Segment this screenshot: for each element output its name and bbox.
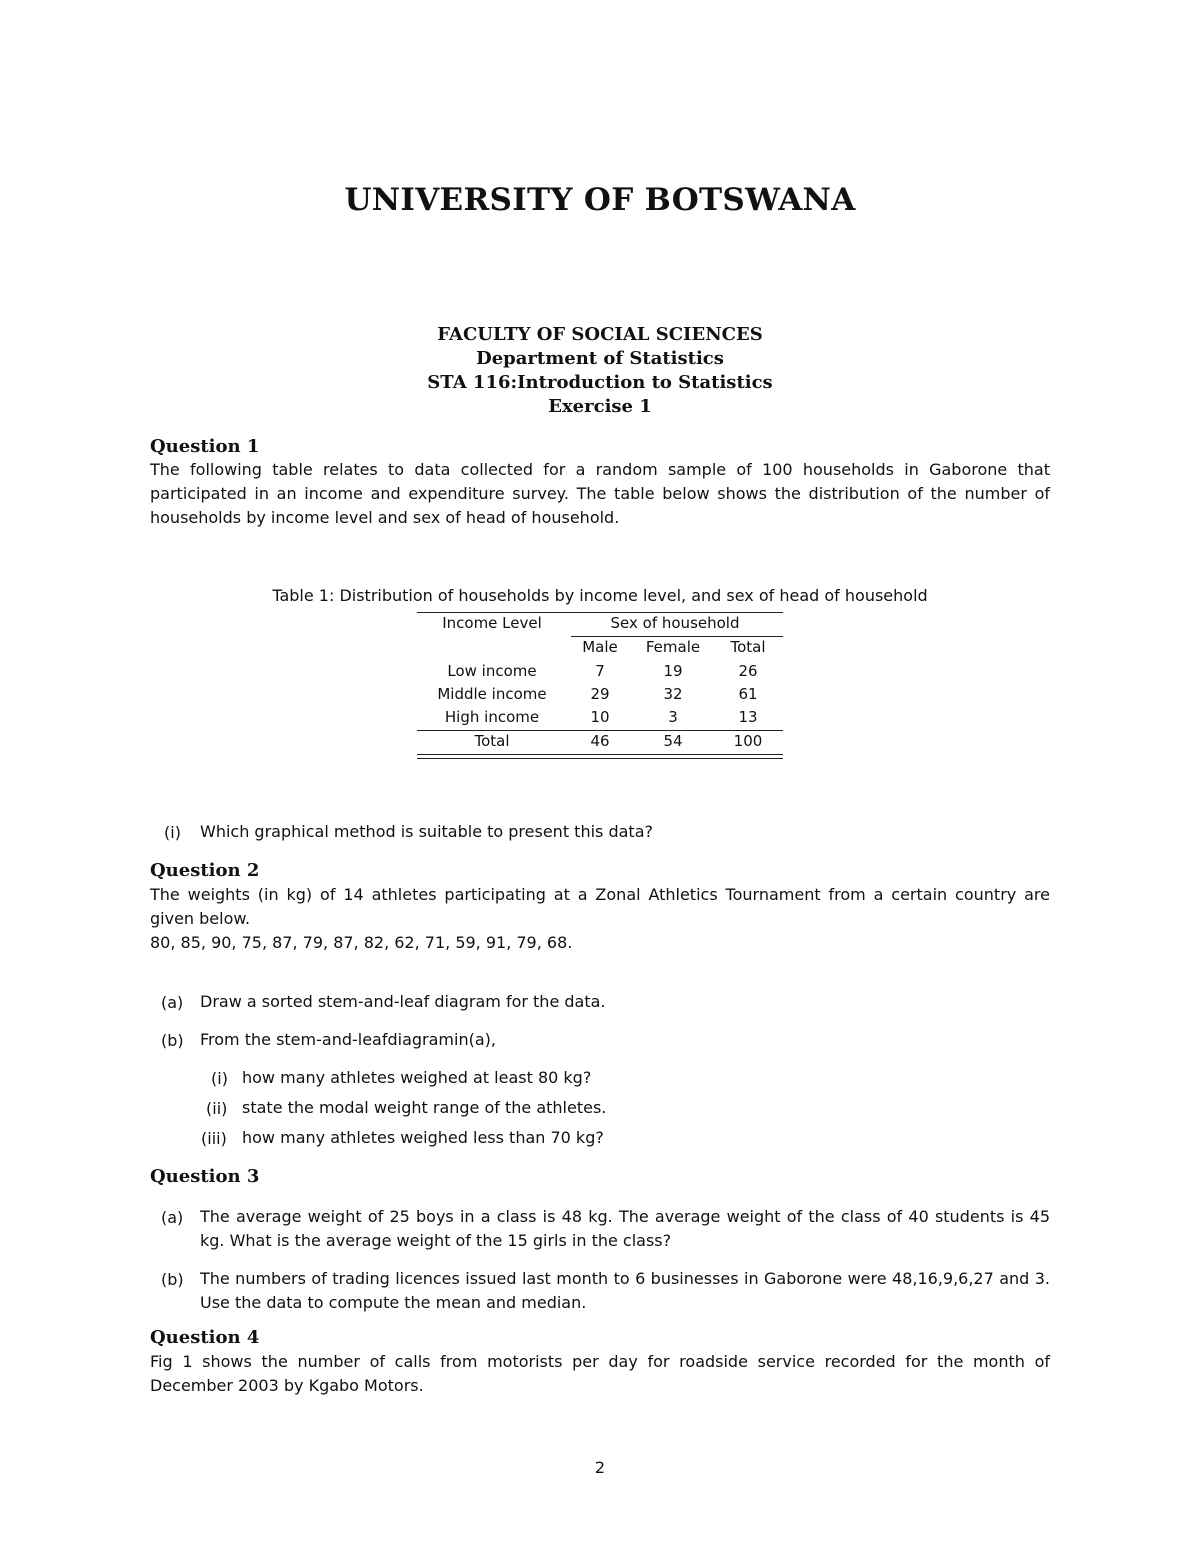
row-high-income-male: 10 bbox=[590, 708, 610, 726]
header-female: Female bbox=[645, 638, 701, 656]
table-top-rule bbox=[417, 612, 783, 613]
q1-part-i-label: (i) bbox=[164, 823, 181, 842]
row-middle-income-female: 32 bbox=[663, 685, 683, 703]
table-bottom-rule-2 bbox=[417, 758, 783, 759]
row-total-total: 100 bbox=[733, 732, 763, 750]
header-sub-rule bbox=[571, 636, 783, 637]
question-1-heading: Question 1 bbox=[150, 436, 260, 457]
page-number: 2 bbox=[594, 1458, 606, 1477]
q2-b-sub-iii-label: (iii) bbox=[201, 1129, 227, 1148]
university-title: UNIVERSITY OF BOTSWANA bbox=[344, 182, 856, 218]
row-low-income-label: Low income bbox=[447, 662, 537, 680]
q2-b-sub-ii-label: (ii) bbox=[206, 1099, 228, 1118]
q2-part-a-text: Draw a sorted stem-and-leaf diagram for the data. bbox=[200, 992, 606, 1011]
question-2-data: 80, 85, 90, 75, 87, 79, 87, 82, 62, 71, 59, 91, 79, 68. bbox=[150, 933, 573, 952]
row-middle-income-male: 29 bbox=[590, 685, 610, 703]
q3-part-a-label: (a) bbox=[161, 1208, 184, 1227]
q2-part-a-label: (a) bbox=[161, 993, 184, 1012]
row-low-income-male: 7 bbox=[595, 662, 605, 680]
row-total-label: Total bbox=[474, 732, 510, 750]
header-income-level: Income Level bbox=[442, 614, 542, 632]
row-middle-income-total: 61 bbox=[738, 685, 758, 703]
department-heading: Department of Statistics bbox=[476, 348, 724, 369]
question-4-text: Fig 1 shows the number of calls from motorists per day for roadside service recorded for the month of December 2003 by Kgabo Motors. bbox=[150, 1352, 1050, 1395]
row-low-income-female: 19 bbox=[663, 662, 683, 680]
q3-part-b-text: The numbers of trading licences issued last month to 6 businesses in Gaborone were 48,16,9,6,27 and 3. Use the data to compute the mean and median. bbox=[200, 1269, 1050, 1312]
row-middle-income-label: Middle income bbox=[437, 685, 547, 703]
faculty-heading: FACULTY OF SOCIAL SCIENCES bbox=[437, 324, 763, 345]
q2-part-b-label: (b) bbox=[161, 1031, 184, 1050]
course-heading: STA 116:Introduction to Statistics bbox=[427, 372, 773, 393]
question-1-text: The following table relates to data collected for a random sample of 100 households in Gaborone that participated in an income and expenditure survey. The table below shows the distribution of the number of households by income level and sex of head of household. bbox=[150, 460, 1050, 527]
q2-b-sub-i-text: how many athletes weighed at least 80 kg? bbox=[242, 1068, 592, 1087]
row-high-income-female: 3 bbox=[668, 708, 678, 726]
exercise-heading: Exercise 1 bbox=[548, 396, 652, 417]
q3-part-a-text: The average weight of 25 boys in a class is 48 kg. The average weight of the class of 40 students is 45 kg. What is the average weight of the 15 girls in the class? bbox=[200, 1207, 1050, 1250]
row-low-income-total: 26 bbox=[738, 662, 758, 680]
q3-part-b-label: (b) bbox=[161, 1270, 184, 1289]
q2-b-sub-i-label: (i) bbox=[211, 1069, 228, 1088]
header-sex-of-household: Sex of household bbox=[610, 614, 740, 632]
q1-part-i-text: Which graphical method is suitable to present this data? bbox=[200, 822, 653, 841]
row-high-income-total: 13 bbox=[738, 708, 758, 726]
question-3-heading: Question 3 bbox=[150, 1166, 260, 1187]
q2-part-b-text: From the stem-and-leafdiagramin(a), bbox=[200, 1030, 496, 1049]
question-4-heading: Question 4 bbox=[150, 1327, 260, 1348]
row-total-female: 54 bbox=[663, 732, 683, 750]
table-caption: Table 1: Distribution of households by income level, and sex of head of household bbox=[272, 586, 928, 605]
question-2-heading: Question 2 bbox=[150, 860, 260, 881]
q2-b-sub-ii-text: state the modal weight range of the athletes. bbox=[242, 1098, 607, 1117]
table-bottom-rule-1 bbox=[417, 754, 783, 755]
row-total-male: 46 bbox=[590, 732, 610, 750]
row-high-income-label: High income bbox=[444, 708, 540, 726]
table-total-rule bbox=[417, 730, 783, 731]
header-male: Male bbox=[582, 638, 618, 656]
header-total: Total bbox=[730, 638, 766, 656]
q2-b-sub-iii-text: how many athletes weighed less than 70 kg? bbox=[242, 1128, 604, 1147]
question-2-text: The weights (in kg) of 14 athletes participating at a Zonal Athletics Tournament from a certain country are given below. bbox=[150, 885, 1050, 928]
